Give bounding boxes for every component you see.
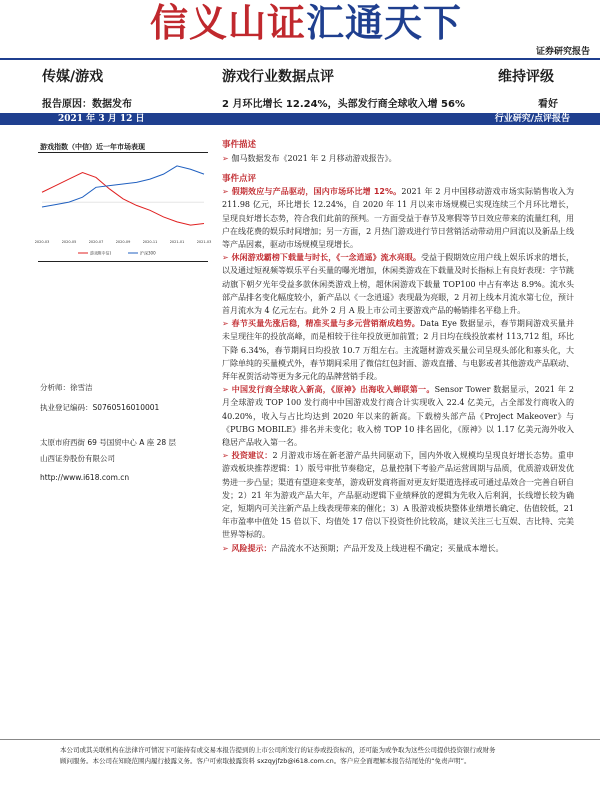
paragraph-3-text: Data Eye 数据显示，春节期间游戏买量并未呈现往年的投放高峰，而是相较于往年投放更加前置；2 月日均在线投放素材 113,712 组，环比下降 6.34%，春节期间日均投放 10.7 万组左右。主流题材游戏买量公司呈现头部化和寡头化，大厂除单纯的买量模式外，春节期间采用了微信红包封面、游戏直播、与电影或者其他游戏产品联动、拜年祝贺活动等更为多元化的品牌营销手段。 [222,319,574,382]
chart-title: 游戏指数（中信）近一年市场表现 [40,143,145,151]
date-bar [0,113,600,125]
paragraph-5 [222,449,574,541]
paragraph-4-text: Sensor Tower 数据显示，2021 年 2 月全球游戏 TOP 100 发行商中中国游戏发行商合计实现收入 22.4 亿美元，占全部发行商收入的 40.20%，收入与占比均达到 2020 年以来的新高。下载榜头部产品《Project Makeover》与《PUBG MOBILE》排名并未变化；收入榜 TOP 10 排名固化，《原神》以 1.17 亿美元海外收入稳居产品收入第一名。 [222,385,574,448]
analyst-name: 分析师：徐雪洁 [40,383,93,392]
event-paragraph [222,152,574,165]
paragraph-5-highlight: 投资建议： [231,451,273,461]
company-name: 山西证券股份有限公司 [40,454,115,463]
chart-series-line-0 [42,173,204,226]
chart-x-tick: 2020-05 [61,240,77,244]
paragraph-3-highlight: 春节买量先涨后稳，精准买量与多元营销渐成趋势。 [231,319,420,329]
paragraph-2-text: 受益于假期效应用户线上娱乐诉求的增长，以及通过短视频等娱乐平台买量的曝光增加，休闲类游戏在下载量及时长指标上有良好表现：字节跳动旗下朝夕光年受益多款休闲类游戏上榜，超休闲游戏下载量 TOP100 中占有率达 8.9%。流水头部产品排名变化幅度较小，新产品以《一念逍遥》表现最为亮眼，2 月初上线本月流水第七位，预计首月流水为 4 亿元左右。此外 2 月 A 股上市公司主要游戏产品的畅销排名平稳上升。 [222,253,574,316]
bullet-icon: ➢ [222,319,232,329]
market-chart-svg [34,153,212,261]
slogan [150,0,462,47]
paragraph-1-highlight: 假期效应与产品驱动，国内市场环比增 12%。 [231,187,402,197]
chart-x-tick: 2020-09 [115,240,131,244]
header-divider [0,58,600,60]
report-date: 2021 年 3 月 12 日 [58,114,145,124]
chart-x-tick: 2021-01 [169,240,185,244]
chart-legend-label: 沪深300 [140,250,156,256]
comment-title: 事件点评 [222,174,257,185]
paragraph-6 [222,542,574,555]
bullet-icon: ➢ [222,543,232,553]
footer-disclaimer [60,745,540,767]
report-subtitle: 2 月环比增长 12.24%，头部发行商全球收入增 56% [222,99,465,110]
bullet-icon: ➢ [222,385,232,395]
paragraph-6-highlight: 风险提示： [231,543,272,553]
chart-series-line-1 [42,166,204,207]
paragraph-2-highlight: 休闲游戏霸榜下载量与时长，《一念逍遥》流水亮眼。 [231,253,421,263]
chart-x-tick: 2020-07 [88,240,104,244]
footer-divider [0,739,600,740]
company-website[interactable]: http://www.i618.com.cn [40,473,130,482]
report-title: 游戏行业数据点评 [222,69,334,85]
bullet-icon: ➢ [222,154,232,163]
bullet-icon: ➢ [222,187,232,197]
bullet-icon: ➢ [222,451,232,461]
paragraph-2 [222,251,574,317]
slogan-blue: 汇通天下 [306,0,463,45]
report-reason: 报告原因：数据发布 [42,99,132,110]
paragraph-1 [222,185,574,251]
paragraph-1-text: 2021 年 2 月中国移动游戏市场实际销售收入为 211.98 亿元，环比增长 12.24%，自 2020 年 11 月以来市场规模已实现连续三个月环比增长，呈现良好增长态势，符合我们此前的预判。一方面受益于春节及寒假等节日效应带来的流量红利，用户在线花费的娱乐时间增加；另一方面，2 月热门游戏进行节日营销活动带动用户回流以及新品上线等产品因素，驱动市场规模呈现增长。 [222,187,575,250]
paragraph-4-highlight: 中国发行商全球收入新高，《原神》出海收入蝉联第一。 [231,385,435,395]
sector-label: 传媒/游戏 [42,69,104,85]
chart-legend-label: 游戏Ⅱ(中信) [90,250,112,256]
address-line-1: 太原市府西街 69 号国贸中心 A 座 28 层 [40,438,177,447]
report-category: 行业研究/点评报告 [494,114,570,124]
footer-line-1: 本公司或其关联机构在法律许可情况下可能持有或交易本报告提到的上市公司所发行的证券或投资标的，还可能为或争取为这些公司提供投资银行或财务 [60,746,496,754]
chart-x-tick: 2020-03 [34,240,50,244]
paragraph-6-text: 产品流水不达预期；产品开发及上线进程不确定；买量成本增长。 [271,543,504,553]
market-chart [34,152,212,262]
event-title: 事件描述 [222,140,257,150]
rating-value: 看好 [538,99,558,110]
event-text: 伽马数据发布《2021 年 2 月移动游戏报告》。 [231,154,397,163]
chart-x-tick: 2020-11 [142,240,158,244]
chart-x-tick: 2021-03 [196,240,212,244]
bullet-icon: ➢ [222,253,232,263]
footer-line-2: 顾问服务。本公司在知晓范围内履行披露义务。客户可索取披露资料 sxzqyjfzb@i618.com.cn。客户应全面理解本报告结尾处的“免责声明”。 [60,757,471,765]
paragraph-4 [222,383,574,449]
analyst-cert: 执业登记编码：S0760516010001 [40,403,160,412]
main-content [222,138,574,555]
rating-label: 维持评级 [498,69,554,85]
slogan-red: 信义山证 [150,0,307,45]
header-subtitle: 证券研究报告 [535,47,590,57]
paragraph-3 [222,317,574,383]
paragraph-5-text: 2 月游戏市场在新老游产品共同驱动下，国内外收入规模均呈现良好增长态势。重申游戏板块推荐逻辑：1）版号审批节奏稳定，总量控制下考验产品运营周期与品质，优质游戏研发优势进一步凸显；渠道有望迎来变革，游戏研发商将面对更友好渠道选择或可通过品效合一完善自研自发；2）21 年为游戏产品大年，产品驱动逻辑下业绩释放的逻辑为先收入后利润，长线增长较为确定，短期内可关注新产品上线表现带来的催化；3）A 股游戏板块整体业绩增长确定、估值较低，21 年市盈率中值处 15 倍以下、均值处 17 倍以下投资性价比较高，建议关注三七互娱、吉比特、完美世界等标的。 [222,451,574,540]
